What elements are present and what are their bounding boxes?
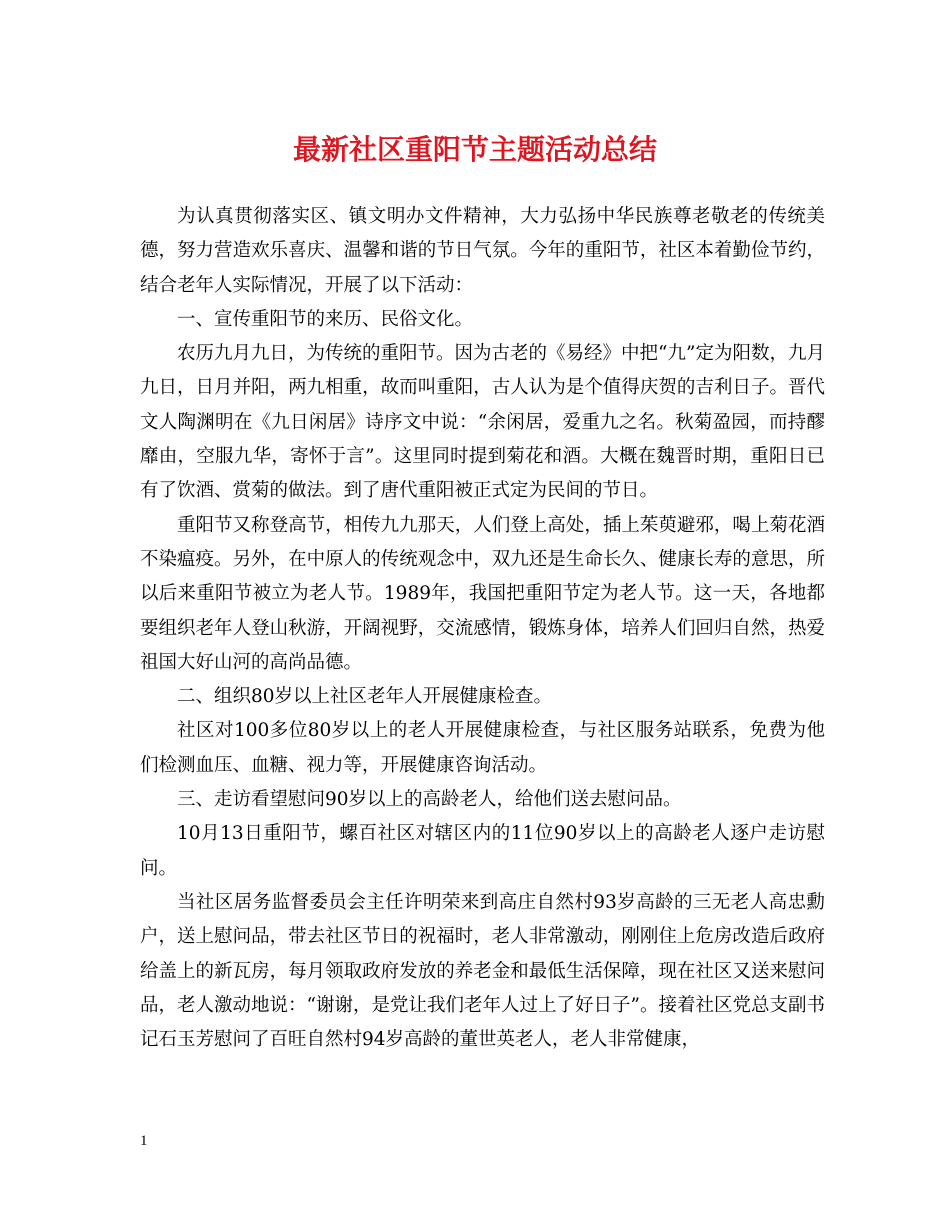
paragraph-intro: 为认真贯彻落实区、镇文明办文件精神，大力弘扬中华民族尊老敬老的传统美德，努力营造欢乐喜庆、温馨和谐的节日气氛。今年的重阳节，社区本着勤俭节约，结合老年人实际情况，开展了以下活动： xyxy=(140,206,825,296)
paragraph-visit-date: 10月13日重阳节，螺百社区对辖区内的11位90岁以上的高龄老人逐户走访慰问。 xyxy=(140,823,825,879)
section-heading-2: 二、组织80岁以上社区老年人开展健康检查。 xyxy=(177,686,553,708)
document-body xyxy=(140,200,825,1057)
paragraph-climbing-festival: 重阳节又称登高节，相传九九那天，人们登上高处，插上茱萸避邪，喝上菊花酒不染瘟疫。另外，在中原人的传统观念中，双九还是生命长久、健康长寿的意思，所以后来重阳节被立为老人节。1989年，我国把重阳节定为老人节。这一天，各地都要组织老年人登山秋游，开阔视野，交流感情，锻炼身体，培养人们回归自然，热爱祖国大好山河的高尚品德。 xyxy=(140,514,825,673)
paragraph-health-check: 社区对100多位80岁以上的老人开展健康检查，与社区服务站联系，免费为他们检测血压、血糖、视力等，开展健康咨询活动。 xyxy=(140,720,825,776)
section-heading-1: 一、宣传重阳节的来历、民俗文化。 xyxy=(177,308,474,330)
paragraph-history: 农历九月九日，为传统的重阳节。因为古老的《易经》中把“九”定为阳数，九月九日，日月并阳，两九相重，故而叫重阳，古人认为是个值得庆贺的吉利日子。晋代文人陶渊明在《九日闲居》诗序文中说：“余闲居，爱重九之名。秋菊盈园，而持醪靡由，空服九华，寄怀于言”。这里同时提到菊花和酒。大概在魏晋时期，重阳日已有了饮酒、赏菊的做法。到了唐代重阳被正式定为民间的节日。 xyxy=(140,343,825,502)
section-heading-3: 三、走访看望慰问90岁以上的高龄老人，给他们送去慰问品。 xyxy=(177,789,682,811)
paragraph-visit-details: 当社区居务监督委员会主任许明荣来到高庄自然村93岁高龄的三无老人高忠勳户，送上慰问品，带去社区节日的祝福时，老人非常激动，刚刚住上危房改造后政府给盖上的新瓦房，每月领取政府发放的养老金和最低生活保障，现在社区又送来慰问品，老人激动地说：“谢谢，是党让我们老年人过上了好日子”。接着社区党总支副书记石玉芳慰问了百旺自然村94岁高龄的董世英老人，老人非常健康， xyxy=(140,891,825,1051)
document-title: 最新社区重阳节主题活动总结 xyxy=(292,133,657,166)
page-number: 1 xyxy=(140,1133,148,1149)
